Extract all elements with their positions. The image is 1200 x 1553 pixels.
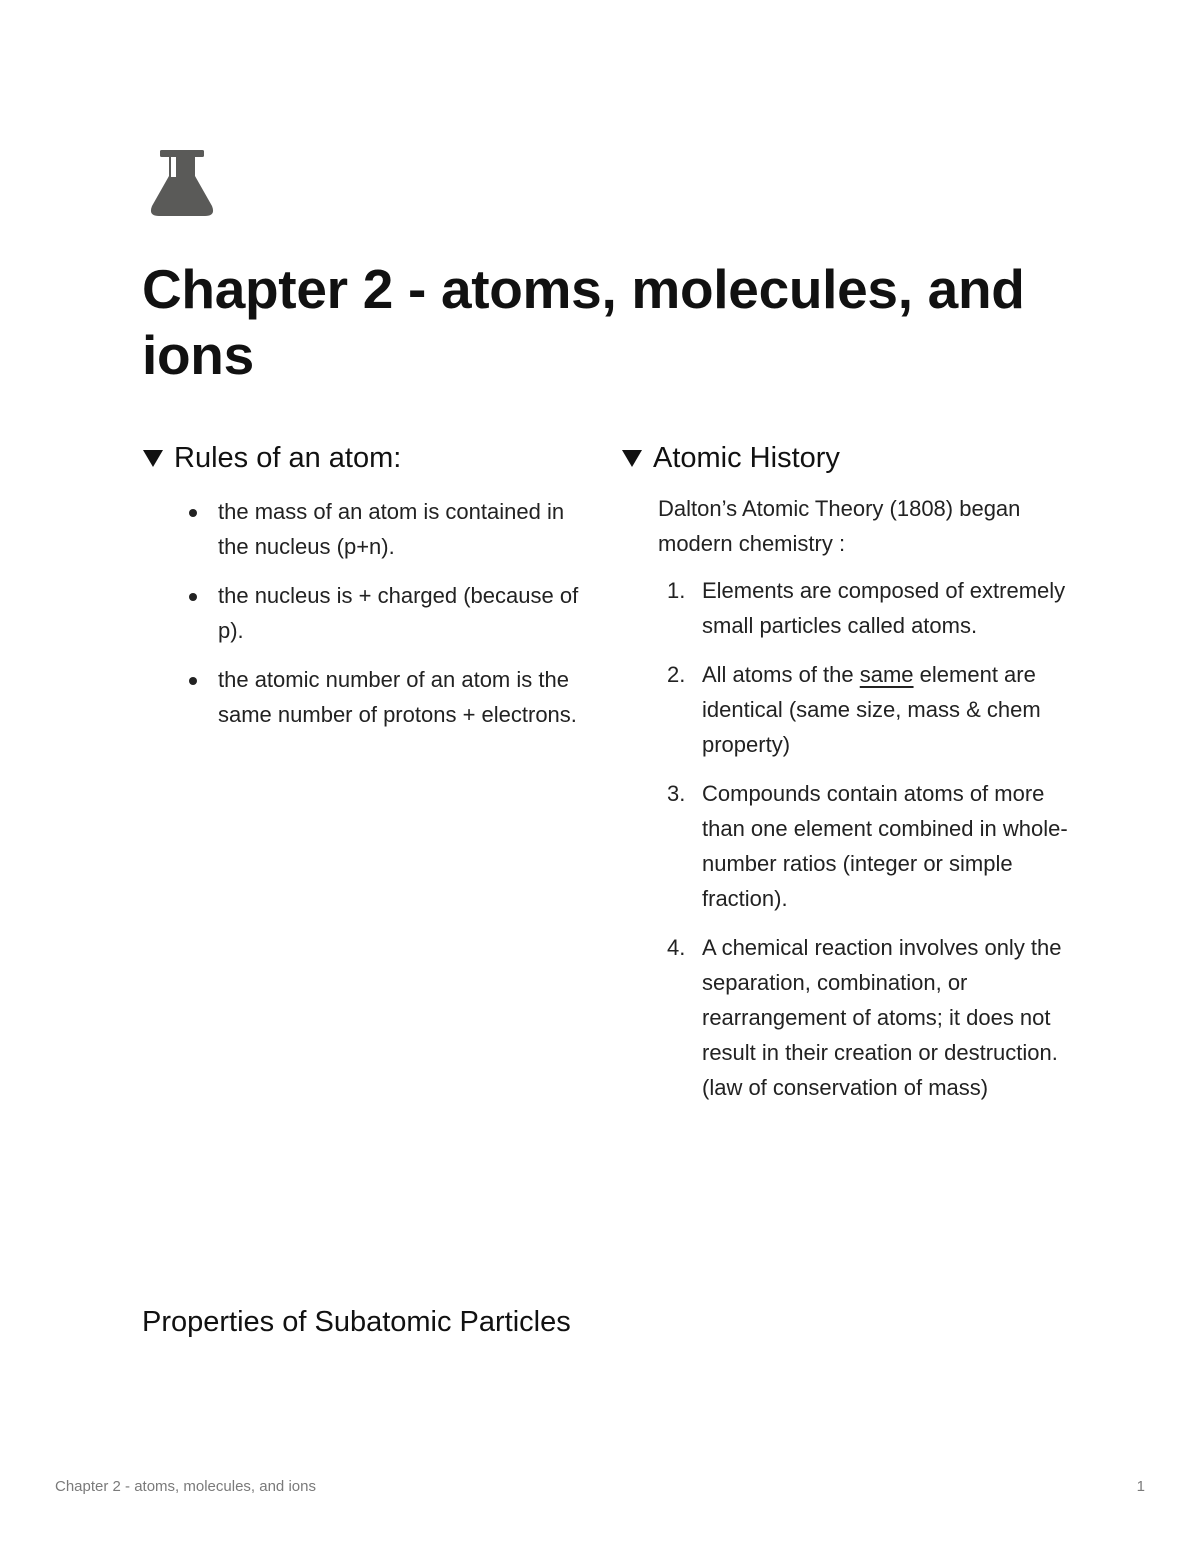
list-item-text: the atomic number of an atom is the same number of protons + electrons.	[218, 667, 577, 727]
triangle-down-icon[interactable]	[142, 448, 164, 468]
rules-toggle-block	[142, 436, 582, 727]
page-icon	[150, 150, 216, 218]
list-item	[142, 494, 582, 564]
history-toggle-title: Atomic History	[653, 441, 840, 474]
list-item-text: the mass of an atom is contained in the nucleus (p+n).	[218, 499, 565, 559]
list-number: 1.	[667, 578, 686, 603]
section-heading: Properties of Subatomic Particles	[142, 1306, 571, 1338]
text-segment: All atoms of the	[702, 662, 860, 687]
rules-bullet-list	[142, 494, 582, 746]
list-item	[621, 657, 1071, 762]
rules-toggle-title: Rules of an atom:	[174, 441, 402, 474]
page-title: Chapter 2 - atoms, molecules, and ions	[142, 258, 1025, 386]
list-number: 3.	[667, 781, 686, 806]
list-item	[142, 662, 582, 732]
rules-toggle-header[interactable]	[142, 436, 582, 480]
bullet-dot-icon	[189, 509, 197, 517]
list-item	[621, 573, 1071, 643]
bullet-dot-icon	[189, 593, 197, 601]
bullet-dot-icon	[189, 677, 197, 685]
list-item-text: the nucleus is + charged (because of p).	[218, 583, 579, 643]
underlined-word: same	[859, 662, 914, 687]
list-item-text: Elements are composed of extremely small particles called atoms.	[702, 578, 1066, 638]
list-number: 2.	[667, 662, 686, 687]
history-intro: Dalton’s Atomic Theory (1808) began modern chemistry :	[658, 496, 1021, 556]
text-segment: element are identical (same size, mass & chem property)	[702, 662, 1041, 757]
history-toggle-header[interactable]	[621, 436, 1071, 480]
history-numbered-list	[621, 573, 1071, 1119]
flask-icon	[150, 150, 216, 218]
list-item-text: A chemical reaction involves only the separation, combination, or rearrangement of atoms; it does not result in their creation or destruction. (law of conservation of mass)	[702, 935, 1062, 1100]
list-item-text	[702, 662, 1041, 757]
list-item	[621, 930, 1071, 1105]
list-item	[142, 578, 582, 648]
list-item	[621, 776, 1071, 916]
page-number: 1	[1136, 1478, 1145, 1495]
footer-title: Chapter 2 - atoms, molecules, and ions	[55, 1478, 316, 1495]
list-item-text: Compounds contain atoms of more than one element combined in whole-number ratios (integer or simple fraction).	[702, 781, 1068, 911]
triangle-down-icon[interactable]	[621, 448, 643, 468]
list-number: 4.	[667, 935, 686, 960]
history-toggle-block	[621, 436, 1071, 1100]
